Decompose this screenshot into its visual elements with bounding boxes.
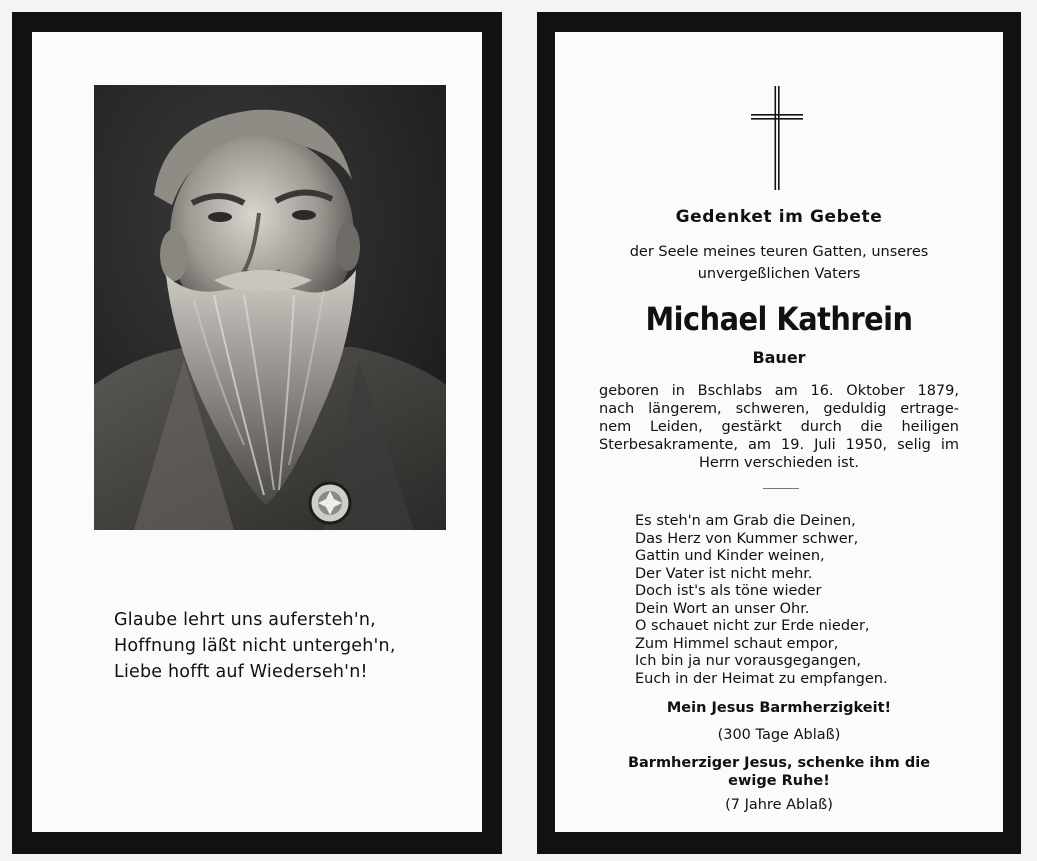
- left-poem-line: Hoffnung läßt nicht untergeh'n,: [114, 636, 396, 656]
- bio-line: Sterbesakramente, am 19. Juli 1950, selig im: [599, 437, 959, 453]
- right-poem-line: Das Herz von Kummer schwer,: [635, 530, 859, 547]
- bio-line: nach längerem, schweren, geduldig ertrage-: [599, 401, 959, 417]
- prayer-rest-line: Barmherziger Jesus, schenke ihm die: [627, 755, 931, 771]
- memorial-card-right: [537, 12, 1021, 854]
- left-poem-line: Liebe hofft auf Wiederseh'n!: [114, 662, 368, 682]
- prayer-invocation: Mein Jesus Barmherzigkeit!: [666, 700, 892, 716]
- deceased-name: Michael Kathrein: [645, 300, 913, 338]
- intro-text: [555, 241, 1003, 285]
- bio-line: nem Leiden, gestärkt durch die heiligen: [599, 419, 959, 435]
- right-poem-line: Doch ist's als töne wieder: [635, 583, 822, 599]
- intro-line: der Seele meines teuren Gatten, unseres: [629, 244, 929, 260]
- indulgence-note: (7 Jahre Ablaß): [725, 797, 833, 813]
- intro-line: unvergeßlichen Vaters: [697, 266, 861, 282]
- occupation: Bauer: [752, 348, 806, 367]
- right-poem-line: Der Vater ist nicht mehr.: [635, 565, 813, 582]
- right-poem: [635, 513, 888, 688]
- right-poem-line: Euch in der Heimat zu empfangen.: [635, 670, 888, 687]
- right-poem-line: Dein Wort an unser Ohr.: [635, 600, 810, 617]
- right-poem-line: Gattin und Kinder weinen,: [635, 548, 825, 564]
- memorial-card-left: [12, 12, 502, 854]
- right-poem-line: O schauet nicht zur Erde nieder,: [635, 618, 870, 634]
- indulgence-note: (300 Tage Ablaß): [717, 727, 841, 743]
- right-poem-line: Zum Himmel schaut empor,: [635, 635, 839, 652]
- cross-icon: [747, 84, 807, 194]
- prayer-rest: [555, 754, 1003, 790]
- biography: [599, 382, 959, 472]
- right-poem-line: Ich bin ja nur vorausgegangen,: [635, 653, 861, 669]
- heading: Gedenket im Gebete: [675, 207, 883, 227]
- portrait-image: [94, 85, 446, 530]
- bio-line: geboren in Bschlabs am 16. Oktober 1879,: [599, 383, 959, 399]
- left-poem: [114, 607, 396, 685]
- portrait-photo: [94, 85, 446, 530]
- right-poem-line: Es steh'n am Grab die Deinen,: [635, 513, 856, 529]
- divider: [763, 488, 799, 489]
- bio-line: Herrn verschieden ist.: [699, 455, 859, 471]
- left-poem-line: Glaube lehrt uns aufersteh'n,: [114, 610, 376, 630]
- prayer-rest-line: ewige Ruhe!: [728, 773, 830, 789]
